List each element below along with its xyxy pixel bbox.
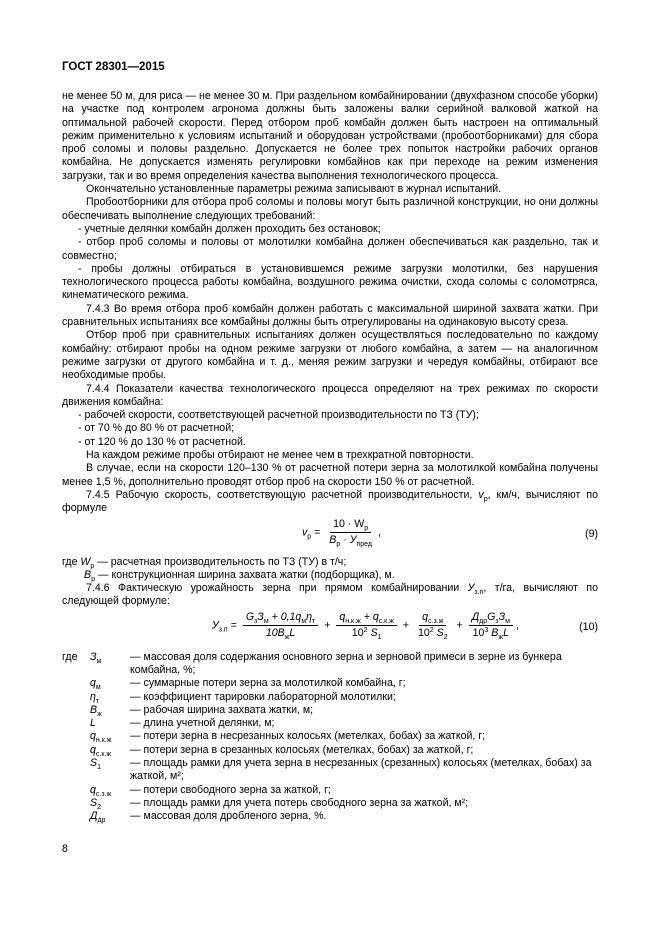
variable-description: — массовая доля дробленого зерна, %. (130, 810, 327, 823)
paragraph: В случае, если на скорости 120–130 % от расчетной потери зерна за молотилкой комбайна получены менее 1,5 %, дополнительно проводят отбор проб на скорости 150 % от расчетной. (62, 462, 598, 488)
paragraph-7-4-6: 7.4.6 Фактическую урожайность зерна при прямом комбайнировании $У_{з.п}$, т/га, вычисляют по следующей формуле: (62, 582, 598, 608)
paragraph-7-4-4: 7.4.4 Показатели качества технологического процесса определяют на трех режимах по скорости движения комбайна: (62, 382, 598, 408)
paragraph-7-4-5: 7.4.5 Рабочую скорость, соответствующую расчетной производительности, $v_р$, км/ч, вычисляют по формуле (62, 488, 599, 515)
spacer (62, 810, 90, 823)
paragraph: Пробоотборники для отбора проб соломы и половы могут быть различной конструкции, но они должны обеспечивать выполнение следующих требований: (62, 196, 598, 222)
formula-9: $v_р$ = $\frac{10 \cdot W_р}{B_р \cdot У_{пред}}$ , (9) (302, 517, 598, 548)
formula-number: (10) (579, 620, 598, 633)
variable-symbol: $q_{с.к.ж}$ (90, 743, 112, 758)
variable-symbol: $S_2$ (90, 796, 101, 811)
formula-number: (9) (585, 527, 598, 540)
variable-description: — потери зерна в несрезанных колосьях (метелках, бобах) за жаткой, г; (130, 730, 486, 743)
variable-symbol: $S_1$ (90, 757, 101, 772)
variable-symbol: L (90, 717, 96, 730)
where-item: где $W_р$ — расчетная производительность по ТЗ (ТУ) в т/ч; (62, 555, 347, 570)
page-number: 8 (62, 843, 68, 855)
list-item: - от 120 % до 130 % от расчетной. (78, 435, 246, 448)
list-item: - пробы должны отбираться в установившемся режиме загрузки молотилки, без нарушения технологического процесса работы комбайна, воздушного режима очистки, схода соломы с соломотряса, кинематического режима. (62, 262, 598, 302)
variable-description: — коэффициент тарировки лабораторной молотилки; (130, 690, 396, 703)
spacer (62, 677, 90, 690)
variable-description: — потери свободного зерна за жаткой, г; (130, 783, 331, 796)
variable-description: — рабочая ширина захвата жатки, м; (130, 703, 314, 716)
variable-symbol: $q_{с.з.ж}$ (90, 783, 112, 798)
document-header: ГОСТ 28301—2015 (62, 61, 165, 73)
formula-10: $У_{з.п}$ = $\frac{G_зЗ_м + 0,1q_м\eta_т}{10B_жL}$ + $\frac{q_{н.к.ж} + q_{с.к.ж}}{10^2 S_1}$ + $\frac{q_{с.з.ж}}{10^2 S_2}$ + $\frac{Д_{др}G_зЗ_м}{10^3 B_жL}$ , (10) (212, 610, 598, 641)
spacer (62, 691, 90, 704)
list-item: - учетные делянки комбайн должен проходить без остановок; (78, 222, 381, 235)
spacer (62, 797, 90, 810)
variable-description: — площадь рамки для учета потерь свободного зерна за жаткой, м²; (130, 796, 469, 809)
where-label: где (62, 650, 78, 663)
paragraph-7-4-3: 7.4.3 Во время отбора проб комбайн должен работать с максимальной шириной захвата жатки. При сравнительных испытаниях все комбайны должны быть отрегулированы на одинаковую высоту среза. (62, 302, 598, 329)
paragraph: Отбор проб при сравнительных испытаниях должен осуществляться последовательно по каждому комбайну: отбирают пробы на одном режиме загрузки от любого комбайна, а затем — на аналогичном режиме загрузки от другого комбайна и т. д., меняя режим загрузки и чередуя комбайны, отбирают все необходимые пробы. (62, 329, 598, 382)
variable-symbol: $З_м$ (90, 650, 102, 665)
spacer (62, 730, 90, 743)
variable-symbol: $B_ж$ (90, 703, 102, 718)
spacer (62, 717, 90, 730)
variable-description: — потери зерна в срезанных колосьях (метелках, бобах) за жаткой, г; (130, 743, 474, 756)
spacer (62, 757, 90, 784)
where-item: $B_р$ — конструкционная ширина захвата жатки (подборщика), м. (84, 568, 395, 583)
variable-symbol: $\eta_т$ (90, 690, 100, 705)
spacer (62, 744, 90, 757)
variable-symbol: $q_{н.к.ж}$ (90, 730, 112, 745)
paragraph: На каждом режиме пробы отбирают не менее чем в трехкратной повторности. (86, 449, 474, 462)
variable-definitions (62, 651, 598, 824)
variable-description: — длина учетной делянки, м; (130, 717, 275, 730)
list-item: - рабочей скорости, соответствующей расчетной производительности по ТЗ (ТУ); (78, 409, 479, 422)
variable-symbol: $Д_{др}$ (90, 810, 106, 825)
variable-symbol: $q_м$ (90, 677, 101, 692)
document-body (62, 90, 598, 824)
variable-description: — суммарные потери зерна за молотилкой комбайна, г; (130, 677, 406, 690)
spacer (62, 704, 90, 717)
paragraph: Окончательно установленные параметры режима записывают в журнал испытаний. (86, 183, 502, 196)
spacer (62, 784, 90, 797)
variable-description: — массовая доля содержания основного зерна и зерновой примеси в зерне из бункера комбайна, %; (130, 650, 562, 676)
paragraph: не менее 50 м, для риса — не менее 30 м. При раздельном комбайнировании (двухфазном способе уборки) на участке под контролем агронома должны быть заложены валки серийной валковой жаткой на оптимальной рабочей скорости. Перед отбором проб комбайн должен быть настроен на оптимальный режим применительно к условиям испытаний и оборудован устройствами (пробоотборниками) для сбора проб соломы и половы раздельно. Допускается не более трех попыток настройки рабочих органов комбайна. Не допускается изменять регулировки комбайнов как при переходе на режим изменения загрузки, так и во время определения качества выполнения технологического процесса. (62, 90, 598, 182)
list-item: - от 70 % до 80 % от расчетной; (78, 422, 235, 435)
variable-description: — площадь рамки для учета зерна в несрезанных (срезанных) колосьях (метелках, бобах) за жаткой, м²; (130, 757, 592, 783)
list-item: - отбор проб соломы и половы от молотилки комбайна должен обеспечиваться как раздельно, так и совместно; (62, 236, 598, 262)
